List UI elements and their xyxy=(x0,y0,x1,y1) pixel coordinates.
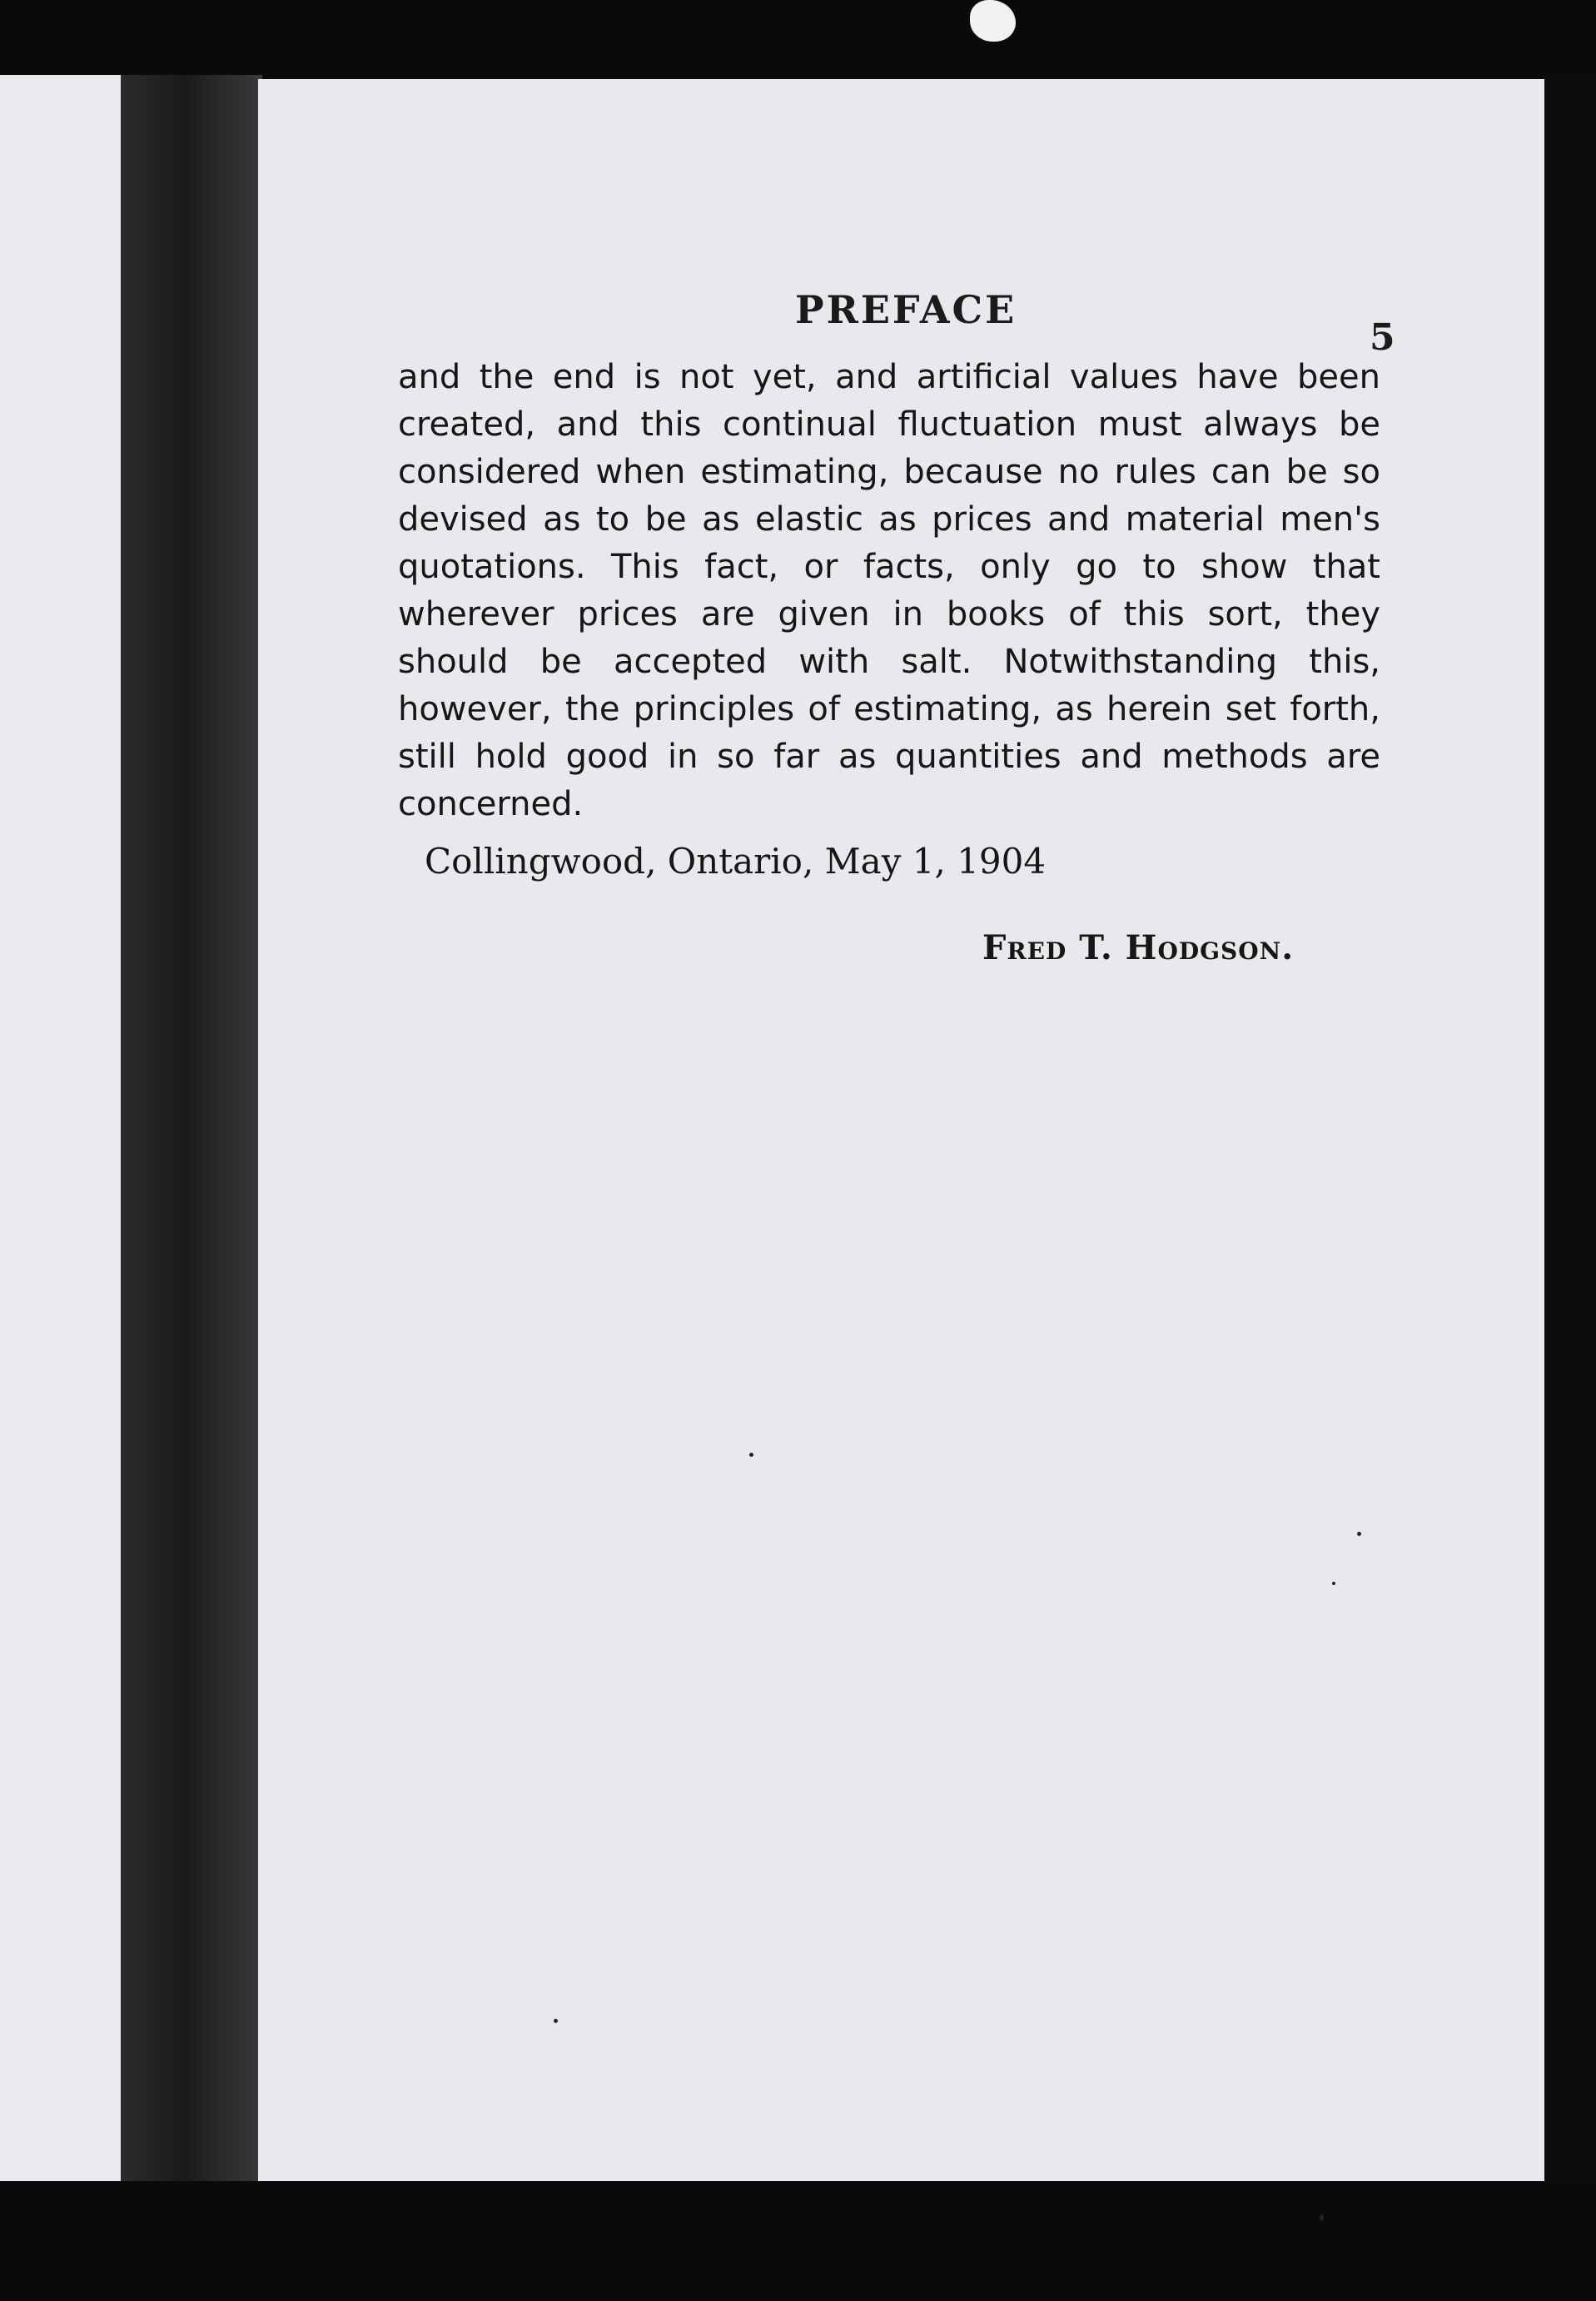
dust-speck xyxy=(1320,2214,1324,2221)
scan-right-border xyxy=(1544,75,1596,2206)
page-header xyxy=(0,283,1596,359)
running-head: PREFACE xyxy=(795,287,1017,332)
page-number: 5 xyxy=(1370,316,1395,359)
dateline: Collingwood, Ontario, May 1, 1904 xyxy=(425,841,1047,882)
author-signature: Fred T. Hodgson. xyxy=(982,928,1295,967)
preface-paragraph: and the end is not yet, and artificial values have been created, and this continual fluctuation must always be considered when estimating, because no rules can be so devised as to be as elastic as prices and material men's quotations. This fact, or facts, only go to show that wherever prices are given in books of this sort, they should be accepted with salt. Notwithstanding this, however, the principles of estimating, as herein set forth, still hold good in so far as quantities and methods are concerned. xyxy=(398,358,1380,823)
dust-speck xyxy=(1357,1532,1361,1536)
dust-speck xyxy=(1332,1582,1335,1585)
dust-speck xyxy=(554,2019,558,2023)
dust-speck xyxy=(749,1453,753,1457)
book-spine xyxy=(121,75,262,2189)
scan-bottom-border xyxy=(0,2181,1596,2301)
